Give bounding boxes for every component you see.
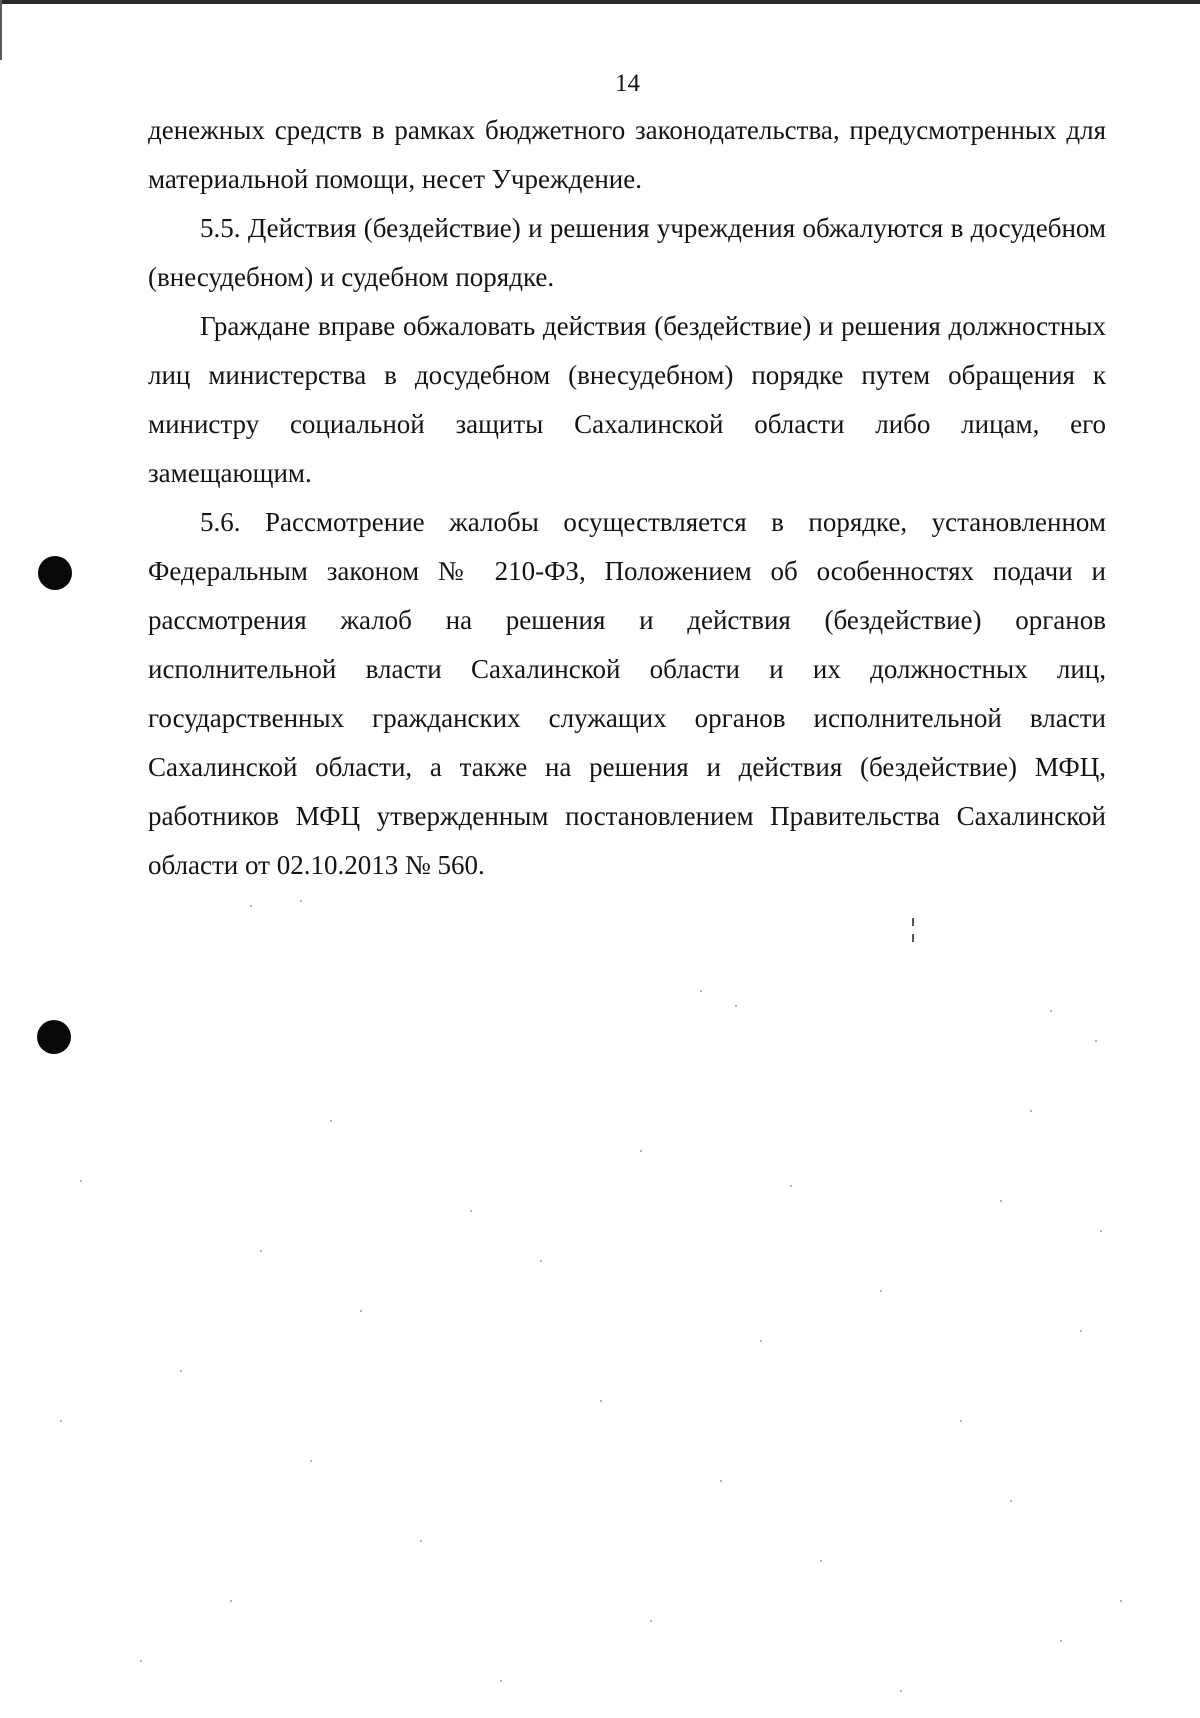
scan-artifact-mark xyxy=(912,918,914,926)
paragraph-citizens-appeal: Граждане вправе обжаловать действия (бездействие) и решения должностных лиц министерства в досудебном (внесудебном) порядке путем обращения к министру социальной защиты Сахалинской области либо лицам, его замещающим. xyxy=(148,311,1106,488)
scan-speck xyxy=(900,1690,902,1692)
scan-top-edge xyxy=(0,0,1200,4)
scan-speck xyxy=(470,1210,472,1212)
punch-hole-top xyxy=(38,556,72,590)
scan-speck xyxy=(250,905,252,907)
scan-speck xyxy=(1010,1500,1012,1502)
scan-speck xyxy=(1060,1640,1062,1642)
scan-speck xyxy=(720,1480,722,1482)
scan-speck xyxy=(180,1370,182,1372)
scan-speck xyxy=(1120,1600,1122,1602)
paragraph-5-6: 5.6. Рассмотрение жалобы осуществляется в порядке, установленном Федеральным законом № 210-ФЗ, Положением об особенностях подачи и рассмотрения жалоб на решения и действия (бездействие) органов исполнительной власти Сахалинской области и их должностных лиц, государственных гражданских служащих органов исполнительной власти Сахалинской области, а также на решения и действия (бездействие) МФЦ, работников МФЦ утвержденным постановлением Правительства Сахалинской области от 02.10.2013 № 560. xyxy=(148,507,1106,880)
paragraph-5-5: 5.5. Действия (бездействие) и решения учреждения обжалуются в досудебном (внесудебном) и судебном порядке. xyxy=(148,213,1106,292)
scan-speck xyxy=(735,1005,737,1007)
scan-speck xyxy=(1050,1010,1052,1012)
scan-speck xyxy=(1000,1200,1002,1202)
punch-hole-bottom xyxy=(37,1020,71,1054)
document-body xyxy=(148,106,1106,890)
scan-speck xyxy=(330,1120,332,1122)
scan-speck xyxy=(650,1620,652,1622)
scan-speck xyxy=(60,1420,62,1422)
scan-speck xyxy=(420,1540,422,1542)
scan-speck xyxy=(140,1660,142,1662)
scan-speck xyxy=(760,1340,762,1342)
scan-speck xyxy=(820,1560,822,1562)
scan-speck xyxy=(960,1420,962,1422)
scan-speck xyxy=(540,1260,542,1262)
scan-artifact-mark xyxy=(912,934,914,942)
scan-speck xyxy=(880,1290,882,1292)
paragraph-continuation: денежных средств в рамках бюджетного законодательства, предусмотренных для материальной помощи, несет Учреждение. xyxy=(148,115,1106,194)
scan-speck xyxy=(1095,1040,1097,1042)
scan-speck xyxy=(700,990,702,992)
scan-speck xyxy=(260,1250,262,1252)
scan-speck xyxy=(310,1460,312,1462)
scan-speck xyxy=(230,1600,232,1602)
scan-speck xyxy=(500,1680,502,1682)
page-number: 14 xyxy=(615,70,640,97)
scan-left-edge xyxy=(0,0,2,60)
scan-speck xyxy=(360,1310,362,1312)
scan-speck xyxy=(790,1185,792,1187)
scan-speck xyxy=(80,1180,82,1182)
scan-speck xyxy=(300,900,302,902)
scan-speck xyxy=(1080,1330,1082,1332)
scan-speck xyxy=(1030,1110,1032,1112)
scan-speck xyxy=(640,1150,642,1152)
scan-speck xyxy=(600,1400,602,1402)
scan-speck xyxy=(1100,1230,1102,1232)
